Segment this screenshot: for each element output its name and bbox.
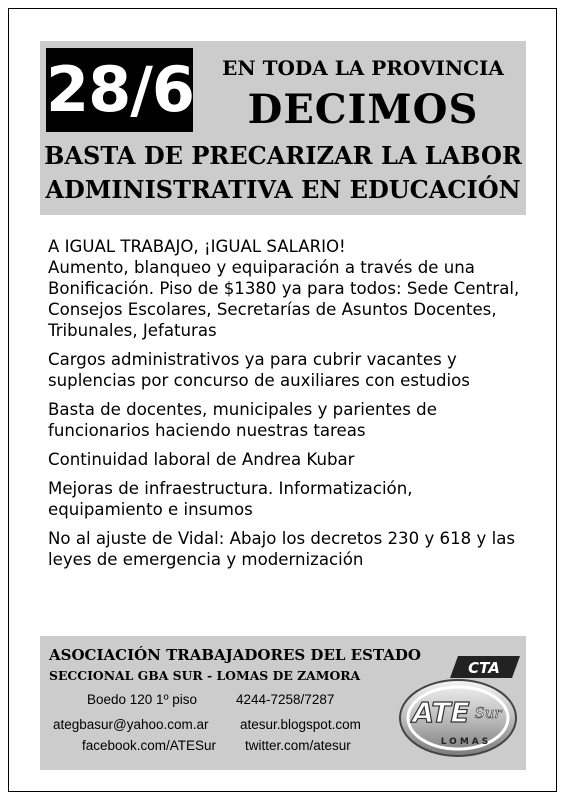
email-link[interactable]: ategbasur@yahoo.com.ar xyxy=(53,717,209,732)
phone: 4244-7258/7287 xyxy=(236,692,335,707)
org-name: ASOCIACIÓN TRABAJADORES DEL ESTADO xyxy=(49,646,421,664)
demand-item: A IGUAL TRABAJO, ¡IGUAL SALARIO! xyxy=(48,237,346,256)
headline-line-2: ADMINISTRATIVA EN EDUCACIÓN xyxy=(45,175,521,204)
logo-cta-text: CTA xyxy=(468,659,500,677)
blog-link[interactable]: atesur.blogspot.com xyxy=(240,717,361,732)
ate-cta-logo xyxy=(396,652,524,764)
logo-lomas-text: LOMAS xyxy=(440,737,492,747)
logo-ate-text: ATE xyxy=(412,696,470,729)
demand-item: Mejoras de infraestructura. Informatización, equipamiento e insumos xyxy=(48,479,413,519)
twitter-link[interactable]: twitter.com/atesur xyxy=(245,738,351,753)
headline-line-1: BASTA DE PRECARIZAR LA LABOR xyxy=(44,141,522,170)
demand-item: Aumento, blanqueo y equiparación a través de una Bonificación. Piso de $1380 ya para todos: Sede Central, Consejos Escolares, Secretarías de Asuntos Docentes, Tribunales, Jefaturas xyxy=(48,258,520,340)
ate-badge xyxy=(400,680,516,756)
logo-sur-text: Sur xyxy=(474,704,502,722)
demand-item: Continuidad laboral de Andrea Kubar xyxy=(48,450,355,469)
header-banner xyxy=(40,41,526,215)
facebook-link[interactable]: facebook.com/ATESur xyxy=(82,738,217,753)
cta-badge xyxy=(450,656,520,678)
demand-item: Cargos administrativos ya para cubrir vacantes y suplencias por concurso de auxiliares con estudios xyxy=(48,350,470,390)
header-line-decimos: DECIMOS xyxy=(247,86,479,133)
demand-item: Basta de docentes, municipales y parientes de funcionarios haciendo nuestras tareas xyxy=(48,400,437,440)
demand-item: No al ajuste de Vidal: Abajo los decretos 230 y 618 y las leyes de emergencia y modernización xyxy=(48,529,516,569)
footer-box xyxy=(40,636,526,770)
demands-list xyxy=(48,236,528,578)
header-line-provincia: EN TODA LA PROVINCIA xyxy=(222,56,504,80)
date-box: 28/6 xyxy=(46,48,193,132)
org-section: SECCIONAL GBA SUR - LOMAS DE ZAMORA xyxy=(49,668,361,683)
address: Boedo 120 1º piso xyxy=(87,692,198,707)
